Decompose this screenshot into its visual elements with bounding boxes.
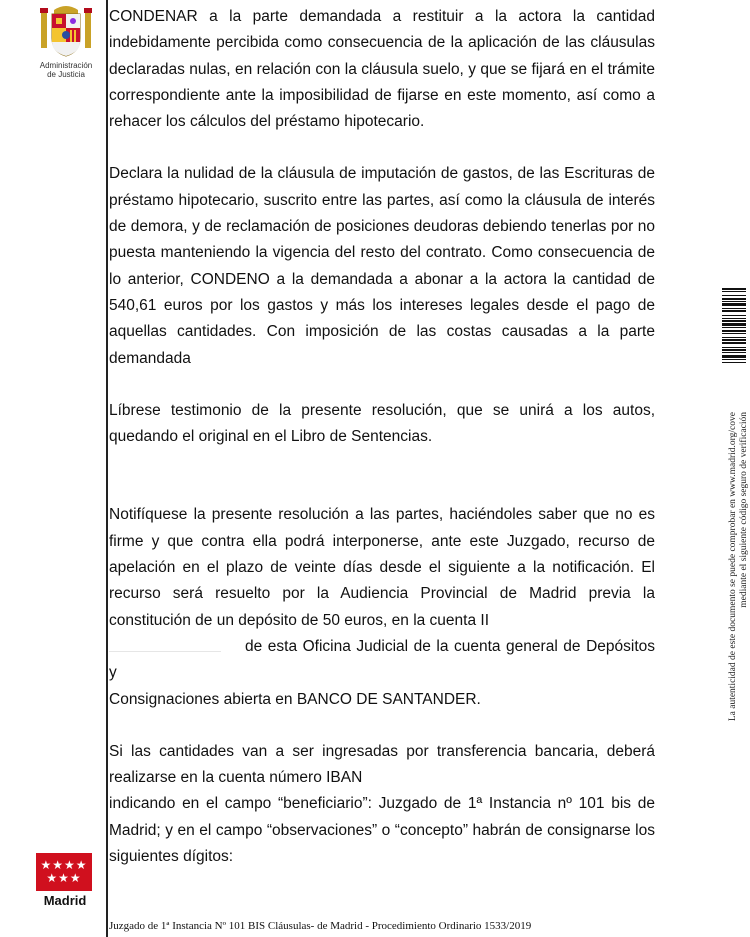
text-line-tail: de esta Oficina Judicial de la cuenta general de Depósitos y	[109, 637, 655, 682]
text-line: realizarse en la cuenta número IBAN	[109, 769, 363, 787]
crest-caption-line1: Administración	[39, 61, 93, 70]
verification-line2: mediante el siguiente código seguro de verificación	[739, 412, 749, 608]
paragraph-condena	[109, 4, 655, 135]
crest-caption-line2: de Justicia	[47, 70, 85, 79]
comunidad-madrid-logo	[36, 853, 94, 908]
text-line: declaradas nulas, en relación con la cláusula suelo, y que se fijará en el trámite	[109, 60, 655, 78]
text-line: constitución de un depósito de 50 euros, en la cuenta II	[109, 611, 490, 629]
text-line: aquellas cantidades. Con imposición de las costas causadas a la parte	[109, 323, 655, 341]
text-line: puesta manteniendo la vigencia del resto del contrato. Como consecuencia de	[109, 244, 655, 262]
document-footer: Juzgado de 1ª Instancia Nº 101 BIS Cláusulas- de Madrid - Procedimiento Ordinario 1533/2019	[109, 920, 532, 932]
madrid-flag-icon: ★★★★ ★★★	[36, 853, 92, 891]
verification-line1: La autenticidad de este documento se puede comprobar en www.madrid.org/cove	[728, 412, 738, 722]
madrid-logo-text: Madrid	[43, 893, 87, 908]
text-line: Consignaciones abierta en BANCO DE SANTANDER.	[109, 690, 481, 708]
text-line: apelación en el plazo de veinte días desde el siguiente a la notificación. El	[109, 559, 655, 577]
text-line: indebidamente percibida como consecuencia de la aplicación de las cláusulas	[109, 34, 655, 52]
spain-coat-of-arms-logo	[30, 2, 102, 82]
document-body	[109, 4, 655, 870]
paragraph-notificacion	[109, 502, 655, 712]
text-line-with-redaction	[109, 634, 655, 687]
text-line: CONDENAR a la parte demandada a restituir a la actora la cantidad	[109, 8, 655, 25]
text-line: lo anterior, CONDENO a la demandada a abonar a la actora la cantidad de	[109, 270, 655, 288]
text-line: 540,61 euros por los gastos y más los intereses legales desde el pago de	[109, 296, 655, 314]
crest-icon	[37, 2, 95, 60]
crest-caption	[30, 61, 102, 79]
text-line: recurso será resuelto por la Audiencia Provincial de Madrid previa la	[109, 585, 655, 603]
barcode-bar	[722, 363, 746, 365]
text-line: préstamo hipotecario, suscrito entre las partes, así como la cláusula de interés	[109, 191, 655, 209]
text-line: Si las cantidades van a ser ingresadas por transferencia bancaria, deberá	[109, 742, 655, 760]
text-line: Líbrese testimonio de la presente resolución, que se unirá a los autos,	[109, 401, 655, 419]
verification-barcode	[722, 288, 746, 400]
text-line: Declara la nulidad de la cláusula de imputación de gastos, de las Escrituras de	[109, 165, 655, 183]
text-line: indicando en el campo “beneficiario”: Juzgado de 1ª Instancia nº 101 bis de	[109, 795, 655, 813]
text-line: demandada	[109, 349, 191, 367]
paragraph-transferencia	[109, 739, 655, 870]
text-line: rehacer los cálculos del préstamo hipotecario.	[109, 113, 425, 131]
text-line: Madrid; y en el campo “observaciones” o “concepto” habrán de consignarse los	[109, 821, 655, 839]
text-line: correspondiente ante la imposibilidad de fijarse en este momento, así como a	[109, 86, 655, 104]
left-margin-rule	[106, 0, 108, 937]
text-line: firme y que contra ella podrá interponerse, ante este Juzgado, recurso de	[109, 532, 655, 550]
verification-note	[728, 412, 750, 742]
text-line: Notifíquese la presente resolución a las partes, haciéndoles saber que no es	[109, 506, 655, 524]
paragraph-nulidad	[109, 161, 655, 371]
text-line: de demora, y de reclamación de posiciones deudoras debiendo tenerlas por no	[109, 218, 655, 236]
paragraph-testimonio	[109, 398, 655, 451]
redacted-account-number	[109, 641, 221, 652]
text-line: quedando el original en el Libro de Sentencias.	[109, 428, 433, 446]
text-line: siguientes dígitos:	[109, 848, 234, 866]
